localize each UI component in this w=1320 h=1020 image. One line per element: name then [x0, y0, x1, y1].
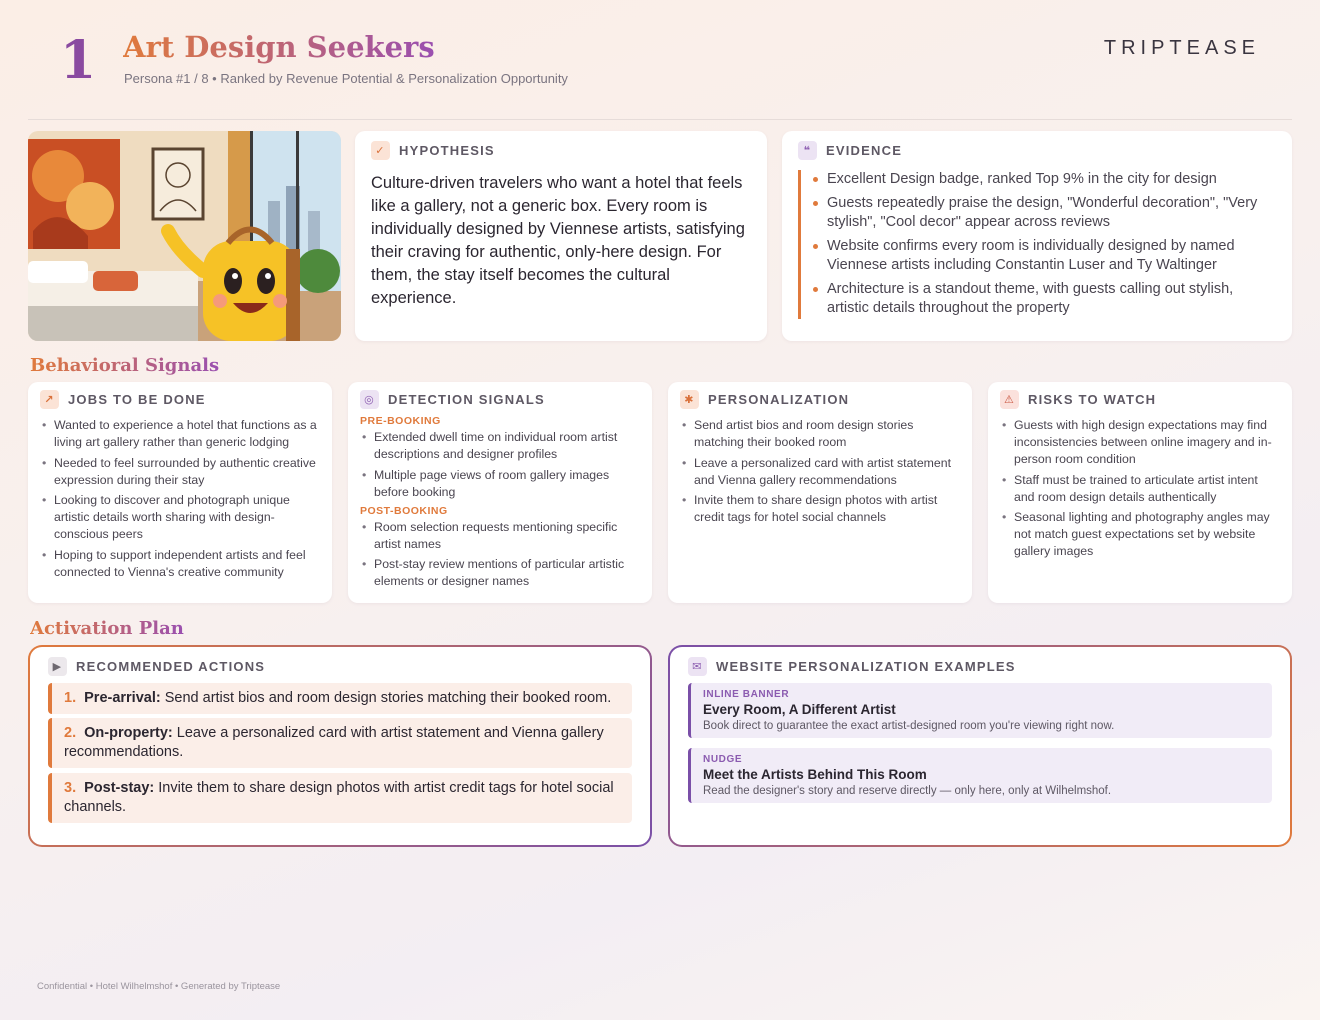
list-item: • Guests with high design expectations may find inconsistencies between online imagery and in-person room condition — [1000, 417, 1280, 468]
list-item: • Multiple page views of room gallery images before booking — [360, 467, 640, 501]
evidence-item: Guests repeatedly praise the design, "Wonderful decoration", "Very stylish", "Cool decor" appear across reviews — [813, 194, 1276, 233]
arrow-up-right-icon: ↗ — [40, 390, 59, 409]
website-heading: WEBSITE PERSONALIZATION EXAMPLES — [716, 659, 1016, 674]
page-header — [0, 0, 1320, 120]
play-icon: ▶ — [48, 657, 67, 676]
post-booking-label: POST-BOOKING — [360, 504, 448, 517]
brand-logo: TRIPTEASE — [1103, 37, 1260, 59]
evidence-list — [798, 170, 1276, 319]
header-divider — [28, 119, 1292, 120]
jobs-heading: JOBS TO BE DONE — [68, 392, 206, 407]
check-icon: ✓ — [371, 141, 390, 160]
recommended-actions-card — [28, 645, 652, 847]
action-item: 3. Post-stay: Invite them to share design photos with artist credit tags for hotel social channels. — [48, 773, 632, 823]
jobs-header — [40, 390, 320, 409]
action-item: 1. Pre-arrival: Send artist bios and room design stories matching their booked room. — [48, 683, 632, 714]
risks-list — [1000, 417, 1280, 560]
hypothesis-heading: HYPOTHESIS — [399, 143, 495, 158]
list-item: • Post-stay review mentions of particular artistic elements or designer names — [360, 556, 640, 590]
page-title: Art Design Seekers — [123, 30, 435, 64]
behavioral-signals-title: Behavioral Signals — [30, 355, 220, 376]
hypothesis-text: Culture-driven travelers who want a hotel that feels like a gallery, not a generic box. Every room is individually designed by Viennese artists, satisfying their craving for authentic, only-here design. For them, the stay itself becomes the cultural experience. — [371, 174, 745, 307]
list-item: • Leave a personalized card with artist statement and Vienna gallery recommendations — [680, 455, 960, 489]
jobs-list — [40, 417, 320, 581]
evidence-item: Architecture is a standout theme, with guests calling out stylish, artistic details throughout the property — [813, 280, 1276, 319]
pre-booking-list — [360, 429, 640, 501]
risks-card — [988, 382, 1292, 603]
list-item: • Looking to discover and photograph unique artistic details worth sharing with design-conscious peers — [40, 492, 320, 543]
evidence-header — [798, 141, 1276, 160]
pre-booking-label: PRE-BOOKING — [360, 415, 441, 427]
quote-icon: ❝ — [798, 141, 817, 160]
personalization-header — [680, 390, 960, 409]
personalization-heading: PERSONALIZATION — [708, 392, 850, 407]
page-subtitle: Persona #1 / 8 • Ranked by Revenue Potential & Personalization Opportunity — [124, 71, 568, 86]
list-item: • Seasonal lighting and photography angles may not match guest expectations set by website gallery images — [1000, 509, 1280, 560]
list-item: • Wanted to experience a hotel that functions as a living art gallery rather than generic lodging — [40, 417, 320, 451]
risks-heading: RISKS TO WATCH — [1028, 392, 1157, 407]
inline-banner-example: INLINE BANNER Every Room, A Different Artist Book direct to guarantee the exact artist-designed room you're viewing right now. — [688, 683, 1272, 738]
evidence-card — [782, 131, 1292, 341]
actions-header — [48, 657, 265, 676]
list-item: • Staff must be trained to articulate artist intent and room design details authentically — [1000, 472, 1280, 506]
detection-header — [360, 390, 640, 409]
hypothesis-header — [371, 141, 751, 160]
website-examples-card — [668, 645, 1292, 847]
actions-heading: RECOMMENDED ACTIONS — [76, 659, 266, 674]
evidence-item: Website confirms every room is individually designed by named Viennese artists including Constantin Luser and Ty Waltinger — [813, 237, 1276, 276]
persona-illustration — [28, 131, 341, 341]
detection-heading: DETECTION SIGNALS — [388, 392, 545, 407]
list-item: • Send artist bios and room design stories matching their booked room — [680, 417, 960, 451]
nudge-example: NUDGE Meet the Artists Behind This Room Read the designer's story and reserve directly — only here, only at Wilhelmshof. — [688, 748, 1272, 803]
action-item: 2. On-property: Leave a personalized card with artist statement and Vienna gallery recommendations. — [48, 718, 632, 768]
evidence-heading: EVIDENCE — [826, 143, 903, 158]
jobs-card — [28, 382, 332, 603]
evidence-item: Excellent Design badge, ranked Top 9% in the city for design — [813, 170, 1276, 190]
sparkle-icon: ✱ — [680, 390, 699, 409]
risks-header — [1000, 390, 1280, 409]
hypothesis-card — [355, 131, 767, 341]
list-item: • Extended dwell time on individual room artist descriptions and designer profiles — [360, 429, 640, 463]
persona-rank: 1 — [60, 30, 97, 91]
website-header — [688, 657, 1016, 676]
list-item: • Invite them to share design photos with artist credit tags for hotel social channels — [680, 492, 960, 526]
list-item: • Hoping to support independent artists and feel connected to Vienna's creative community — [40, 547, 320, 581]
envelope-icon: ✉ — [688, 657, 707, 676]
page-footer: Confidential • Hotel Wilhelmshof • Generated by Triptease — [37, 981, 281, 992]
personalization-card — [668, 382, 972, 603]
list-item: • Room selection requests mentioning specific artist names — [360, 519, 640, 553]
post-booking-list — [360, 519, 640, 591]
target-icon: ◎ — [360, 390, 379, 409]
detection-card — [348, 382, 652, 603]
personalization-list — [680, 417, 960, 526]
warning-icon: ⚠ — [1000, 390, 1019, 409]
list-item: • Needed to feel surrounded by authentic creative expression during their stay — [40, 455, 320, 489]
activation-plan-title: Activation Plan — [30, 618, 184, 639]
